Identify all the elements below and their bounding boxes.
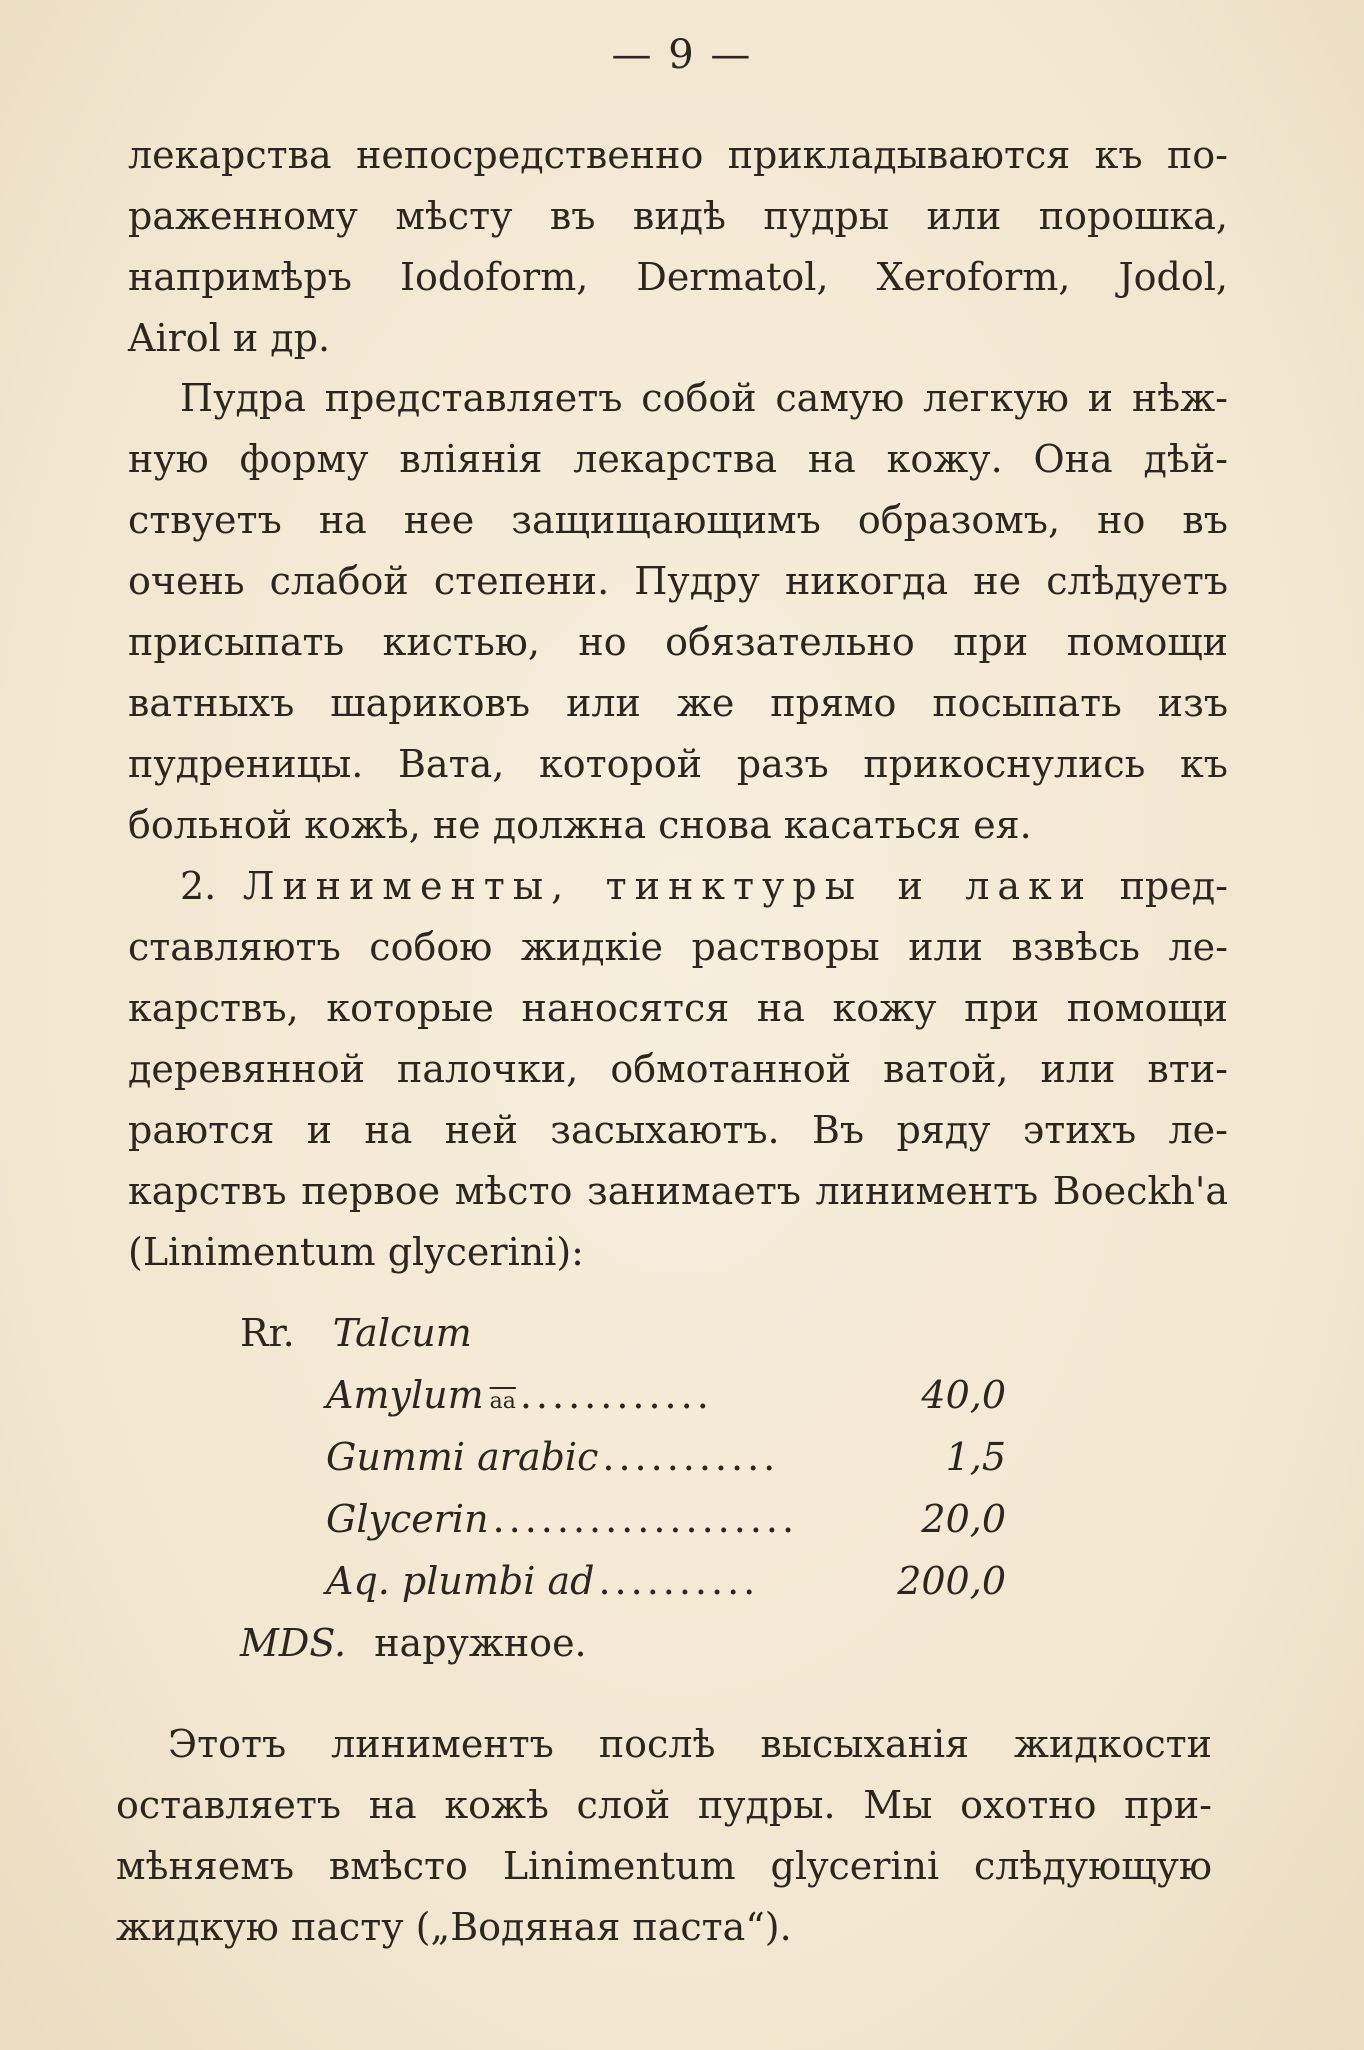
ingredient-name: Amylum <box>326 1373 484 1417</box>
text-line: раются и на ней засыхаютъ. Въ ряду этихъ ле- <box>128 1108 1228 1152</box>
text-line: Airol и др. <box>128 316 331 360</box>
text-line: ствуетъ на нее защищающимъ образомъ, но въ <box>128 498 1228 542</box>
prescription <box>240 1302 1020 1674</box>
signa-text: наружное. <box>374 1621 587 1665</box>
text-line: жидкую пасту („Водяная паста“). <box>116 1905 792 1949</box>
paragraph-2 <box>128 368 1228 856</box>
leader-dots: ................... <box>492 1497 799 1541</box>
ingredient-amount: 40,0 <box>921 1373 1006 1417</box>
text-line: лекарства непосредственно прикладываются къ по- <box>128 133 1228 177</box>
text-line: карствъ, которые наносятся на кожу при помощи <box>128 986 1228 1030</box>
prescription-label: Rr. <box>240 1311 295 1355</box>
section-title: Линименты, тинктуры и лаки <box>242 864 1094 908</box>
ingredient-row <box>326 1426 1006 1488</box>
text-line: пудреницы. Вата, которой разъ прикоснулись къ <box>128 742 1228 786</box>
ingredient-amount: 20,0 <box>921 1497 1006 1541</box>
text-line: оставляетъ на кожѣ слой пудры. Мы охотно при- <box>116 1783 1212 1827</box>
ingredient-name: Talcum <box>332 1311 472 1355</box>
signa-label: MDS. <box>240 1621 347 1665</box>
text-line: карствъ первое мѣсто занимаетъ линиментъ Boeckh'a <box>128 1169 1228 1213</box>
ingredient-name: Gummi arabic <box>326 1435 599 1479</box>
text-line: мѣняемъ вмѣсто Linimentum glycerini слѣдующую <box>116 1844 1212 1888</box>
text-line: ватныхъ шариковъ или же прямо посыпать изъ <box>128 681 1228 725</box>
ingredient-amount: 1,5 <box>945 1435 1006 1479</box>
ingredient-row <box>326 1550 1006 1612</box>
text-line: больной кожѣ, не должна снова касаться ея. <box>128 803 1032 847</box>
ingredient-name: Aq. plumbi ad <box>326 1559 595 1603</box>
text-line: Этотъ линиментъ послѣ высыханія жидкости <box>168 1722 1212 1766</box>
paragraph-1 <box>128 125 1228 369</box>
text-line <box>128 856 1228 917</box>
text-line: Пудра представляетъ собой самую легкую и нѣж- <box>180 376 1228 420</box>
text-line: присыпать кистью, но обязательно при помощи <box>128 620 1228 664</box>
leader-dots: ............ <box>519 1373 713 1417</box>
section-number: 2. <box>180 864 217 908</box>
leader-dots: ........... <box>602 1435 780 1479</box>
paragraph-3 <box>128 856 1228 1283</box>
prescription-head <box>240 1302 1020 1364</box>
text-line: ную форму вліянія лекарства на кожу. Она дѣй- <box>128 437 1228 481</box>
leader-dots: .......... <box>598 1559 760 1603</box>
page-number: — 9 — <box>611 32 753 78</box>
paragraph-4 <box>116 1714 1212 1958</box>
text-line: деревянной палочки, обмотанной ватой, или вти- <box>128 1047 1228 1091</box>
text-line: (Linimentum glycerini): <box>128 1230 584 1274</box>
ingredient-name: Glycerin <box>326 1497 489 1541</box>
ingredient-note: $\overline{aa}$ <box>489 1389 516 1414</box>
text-line: раженному мѣсту въ видѣ пудры или порошка, <box>128 194 1228 238</box>
text-line: напримѣръ Iodoform, Dermatol, Xeroform, Jodol, <box>128 255 1228 299</box>
ingredient-row <box>326 1488 1006 1550</box>
ingredient-row <box>326 1364 1006 1426</box>
signa-line <box>240 1612 1020 1674</box>
text-line: очень слабой степени. Пудру никогда не слѣдуетъ <box>128 559 1228 603</box>
ingredient-amount: 200,0 <box>897 1559 1006 1603</box>
text-line: ставляютъ собою жидкіе растворы или взвѣсь ле- <box>128 925 1228 969</box>
text-fragment: пред- <box>1119 864 1228 908</box>
